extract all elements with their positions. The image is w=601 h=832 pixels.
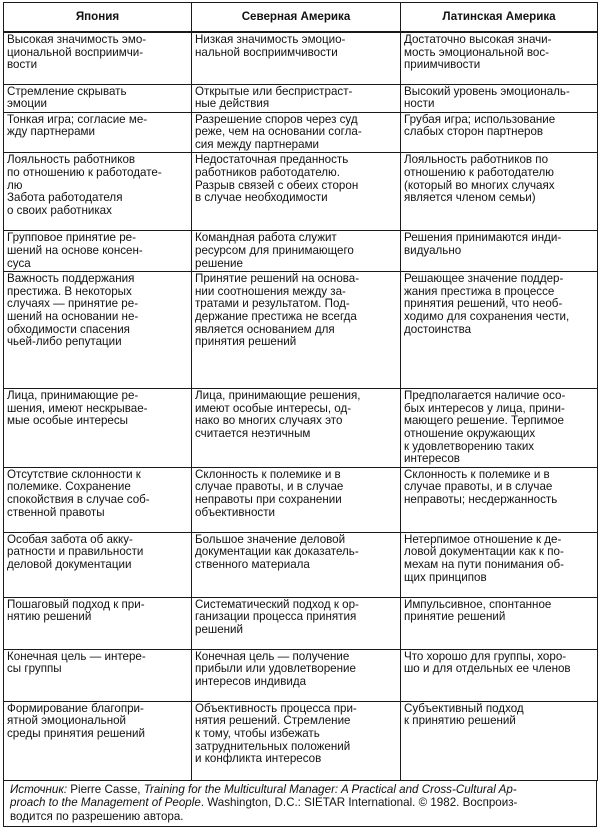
- cell-text-line: нятию решений: [7, 610, 92, 624]
- cell-text-line: Особая забота об акку-: [7, 532, 133, 546]
- cell-text-line: интересов: [404, 452, 460, 466]
- table-cell: [401, 231, 598, 272]
- cell-text-line: неправоты при сохранении: [195, 493, 342, 506]
- cell-text-line: к тому, чтобы избежать: [195, 727, 320, 740]
- source-title-part-2: proach to the Management of People: [10, 796, 201, 810]
- table-row: [4, 272, 598, 389]
- table-cell: [4, 389, 192, 468]
- source-publisher: . Washington, D.C.: SIETAR International. © 1982. Воспроиз-: [200, 796, 518, 810]
- cell-text-line: сы группы: [7, 662, 62, 676]
- cell-text-line: нии соотношения между за-: [195, 284, 346, 298]
- cell-text-line: Решения принимаются инди-: [404, 231, 562, 245]
- cell-text-line: Забота работодателя: [7, 191, 123, 205]
- cell-text-line: бых интересов у лица, прини-: [404, 401, 565, 415]
- cell-text-line: неправоты; несдержанность: [404, 493, 558, 506]
- comparison-table: [3, 2, 598, 781]
- cell-text-line: Решающее значение поддер-: [404, 272, 564, 286]
- cell-text-line: Достаточно высокая значи-: [404, 33, 552, 46]
- cell-text-line: Лица, принимающие ре-: [7, 389, 139, 403]
- cell-text-line: Тонкая игра; согласие ме-: [7, 112, 148, 126]
- table-cell: [4, 153, 192, 231]
- table-cell: [192, 532, 401, 597]
- cell-text-line: является основанием для: [195, 322, 335, 336]
- cell-text-line: ственного материала: [195, 558, 310, 571]
- cell-text-line: ности: [404, 97, 435, 111]
- source-author: Pierre Casse,: [67, 782, 144, 796]
- column-header-north-america: Северная Америка: [192, 3, 401, 33]
- table-row: [4, 231, 598, 272]
- source-line-3: водится по разрешению автора.: [10, 809, 184, 823]
- cell-text-line: Предполагается наличие осо-: [404, 389, 566, 403]
- cell-text-line: Что хорошо для группы, хоро-: [404, 649, 567, 663]
- cell-text-line: полемике. Сохранение: [7, 480, 131, 494]
- cell-text-line: щих принципов: [404, 570, 487, 584]
- cell-text-line: спокойствия в случае соб-: [7, 493, 150, 506]
- cell-text-line: Большое значение деловой: [195, 532, 346, 546]
- cell-text-line: Разрыв связей с обеих сторон: [195, 178, 359, 192]
- cell-text-line: решение: [195, 256, 243, 270]
- cell-text-line: мые особые интересы: [7, 414, 128, 428]
- cell-text-line: (который во многих случаях: [404, 178, 555, 192]
- cell-text-line: деловой документации: [7, 558, 132, 571]
- table-cell: [4, 649, 192, 701]
- cell-text-line: работников работодателю.: [195, 166, 340, 180]
- table-cell: [192, 649, 401, 701]
- cell-text-line: случаях — принятие ре-: [7, 297, 139, 311]
- cell-text-line: нальной восприимчивости: [195, 45, 338, 59]
- cell-text-line: Важность поддержания: [7, 272, 135, 286]
- cell-text-line: и конфликта интересов: [195, 752, 322, 766]
- cell-text-line: Высокий уровень эмоциональ-: [404, 84, 570, 98]
- cell-text-line: Систематический подход к ор-: [195, 597, 359, 611]
- cell-text-line: случае правоты, и в случае: [195, 480, 344, 494]
- cell-text-line: реже, чем на основании согла-: [195, 125, 362, 139]
- table-cell: [4, 112, 192, 153]
- cell-text-line: жду партнерами: [7, 125, 95, 139]
- cell-text-line: интересов индивида: [195, 675, 307, 688]
- table-cell: [401, 701, 598, 780]
- source-line-1: [10, 783, 590, 797]
- cell-text-line: видуально: [404, 244, 462, 258]
- cell-text-line: Импульсивное, спонтанное: [404, 597, 552, 611]
- cell-text-line: нятия решений. Стремление: [195, 714, 351, 728]
- table-cell: [192, 467, 401, 532]
- cell-text-line: шо и для отдельных ее членов: [404, 662, 571, 676]
- cell-text-line: Склонность к полемике и в: [404, 467, 550, 481]
- cell-text-line: обходимости спасения: [7, 322, 130, 336]
- cell-text-line: отношение окружающих: [404, 427, 536, 441]
- cell-text-line: жания престижа в процессе: [404, 284, 555, 298]
- cell-text-line: Конечная цель — интере-: [7, 649, 146, 663]
- table-row: [4, 389, 598, 468]
- table-cell: [192, 389, 401, 468]
- cell-text-line: случае правоты, и в случае: [404, 480, 553, 494]
- cell-text-line: Формирование благопри-: [7, 701, 144, 715]
- cell-text-line: Отсутствие склонности к: [7, 467, 141, 481]
- table-cell: [401, 112, 598, 153]
- cell-text-line: объективности: [195, 505, 275, 519]
- cell-text-line: принятия решений, что необ-: [404, 297, 563, 311]
- cell-text-line: ятной эмоциональной: [7, 714, 127, 728]
- table-cell: [192, 153, 401, 231]
- source-line-2: [10, 796, 590, 810]
- cell-text-line: чьей-либо репутации: [7, 335, 122, 349]
- table-cell: [192, 701, 401, 780]
- source-label: Источник:: [10, 782, 68, 796]
- source-note: [3, 781, 597, 828]
- table-cell: [401, 272, 598, 389]
- cell-text-line: Командная работа служит: [195, 231, 337, 245]
- table-row: [4, 32, 598, 84]
- cell-text-line: Разрешение споров через суд: [195, 112, 358, 126]
- table-cell: [4, 701, 192, 780]
- table-cell: [192, 32, 401, 84]
- cell-text-line: Конечная цель — получение: [195, 649, 350, 663]
- cell-text-line: вости: [7, 58, 38, 72]
- cell-text-line: ственной правоты: [7, 505, 105, 519]
- table-cell: [4, 231, 192, 272]
- table-cell: [401, 389, 598, 468]
- table-cell: [4, 597, 192, 649]
- cell-text-line: держание престижа не всегда: [195, 310, 357, 324]
- cell-text-line: эмоции: [7, 97, 47, 111]
- cell-text-line: считается неэтичным: [195, 427, 311, 441]
- cell-text-line: мехам на пути понимания об-: [404, 558, 564, 571]
- cell-text-line: слабых сторон партнеров: [404, 125, 544, 139]
- cell-text-line: является членом семьи): [404, 191, 536, 205]
- cell-text-line: среды принятия решений: [7, 727, 145, 740]
- table-row: [4, 701, 598, 780]
- cell-text-line: ходимо для сохранения чести,: [404, 310, 570, 324]
- cell-text-line: нако во многих случаях это: [195, 414, 343, 428]
- table-cell: [192, 112, 401, 153]
- table-cell: [401, 532, 598, 597]
- table-cell: [401, 467, 598, 532]
- cell-text-line: ратности и правильности: [7, 545, 144, 559]
- table-header-row: [4, 3, 598, 33]
- cell-text-line: Недостаточная преданность: [195, 153, 349, 167]
- cell-text-line: приимчивости: [404, 58, 481, 72]
- table-cell: [4, 272, 192, 389]
- table-cell: [192, 231, 401, 272]
- cell-text-line: к принятию решений: [404, 714, 516, 728]
- cell-text-line: Лояльность работников по: [404, 153, 549, 167]
- column-header-latin-america: Латинская Америка: [401, 3, 598, 33]
- table-cell: [401, 84, 598, 112]
- cell-text-line: о своих работниках: [7, 203, 112, 217]
- cell-text-line: мающего решение. Терпимое: [404, 414, 564, 428]
- table-cell: [4, 32, 192, 84]
- table-body: [4, 32, 598, 780]
- cell-text-line: имеют особые интересы, од-: [195, 401, 352, 415]
- cell-text-line: Нетерпимое отношение к де-: [404, 532, 562, 546]
- table-cell: [192, 597, 401, 649]
- cell-text-line: Лица, принимающие решения,: [195, 389, 361, 403]
- cell-text-line: тратами и результатом. Под-: [195, 297, 350, 311]
- table-row: [4, 597, 598, 649]
- table-row: [4, 112, 598, 153]
- table-cell: [4, 84, 192, 112]
- cell-text-line: прибыли или удовлетворение: [195, 662, 356, 676]
- cell-text-line: Высокая значимость эмо-: [7, 33, 147, 46]
- source-title-part-1: Training for the Multicultural Manager: A Practical and Cross-Cultural Ap-: [143, 782, 517, 796]
- table-cell: [401, 32, 598, 84]
- table-cell: [401, 649, 598, 701]
- cell-text-line: престижа. В некоторых: [7, 284, 132, 298]
- table-row: [4, 153, 598, 231]
- table-row: [4, 467, 598, 532]
- cell-text-line: Групповое принятие ре-: [7, 231, 136, 245]
- table-cell: [4, 467, 192, 532]
- cell-text-line: документации как доказатель-: [195, 545, 359, 559]
- cell-text-line: достоинства: [404, 322, 472, 336]
- cell-text-line: ловой документации как к по-: [404, 545, 564, 559]
- cell-text-line: отношению к работодателю: [404, 166, 554, 180]
- cell-text-line: ганизации процесса принятия: [195, 610, 357, 624]
- cell-text-line: Лояльность работников: [7, 153, 136, 167]
- cell-text-line: суса: [7, 256, 31, 270]
- table-cell: [401, 597, 598, 649]
- cell-text-line: шений на основании не-: [7, 310, 139, 324]
- cell-text-line: решений: [195, 623, 243, 636]
- table-row: [4, 649, 598, 701]
- cell-text-line: лю: [7, 178, 23, 192]
- cell-text-line: ресурсом для принимающего: [195, 244, 354, 258]
- cell-text-line: по отношению к работодате-: [7, 166, 162, 180]
- cell-text-line: затруднительных положений: [195, 739, 351, 753]
- cell-text-line: к удовлетворению таких: [404, 439, 535, 453]
- column-header-japan: Япония: [4, 3, 192, 33]
- cell-text-line: мость эмоциональной вос-: [404, 45, 550, 59]
- cell-text-line: Пошаговый подход к при-: [7, 597, 145, 611]
- cell-text-line: Стремление скрывать: [7, 84, 127, 98]
- cell-text-line: Склонность к полемике и в: [195, 467, 341, 481]
- cell-text-line: Низкая значимость эмоцио-: [195, 33, 346, 46]
- cell-text-line: шений на основе консен-: [7, 244, 143, 258]
- table-cell: [192, 272, 401, 389]
- table-cell: [4, 532, 192, 597]
- table-cell: [192, 84, 401, 112]
- cell-text-line: сия между партнерами: [195, 137, 320, 151]
- cell-text-line: принятия решений: [195, 335, 297, 349]
- cell-text-line: Открытые или беспристраст-: [195, 84, 353, 98]
- cell-text-line: Объективность процесса при-: [195, 701, 357, 715]
- cell-text-line: принятие решений: [404, 610, 506, 624]
- cell-text-line: Принятие решений на основа-: [195, 272, 360, 286]
- table-row: [4, 532, 598, 597]
- cell-text-line: шения, имеют нескрывае-: [7, 401, 148, 415]
- cell-text-line: циональной восприимчи-: [7, 45, 144, 59]
- cell-text-line: ные действия: [195, 97, 270, 111]
- table-cell: [401, 153, 598, 231]
- cell-text-line: Субъективный подход: [404, 701, 524, 715]
- cell-text-line: в случае необходимости: [195, 191, 328, 205]
- cell-text-line: Грубая игра; использование: [404, 112, 556, 126]
- table-row: [4, 84, 598, 112]
